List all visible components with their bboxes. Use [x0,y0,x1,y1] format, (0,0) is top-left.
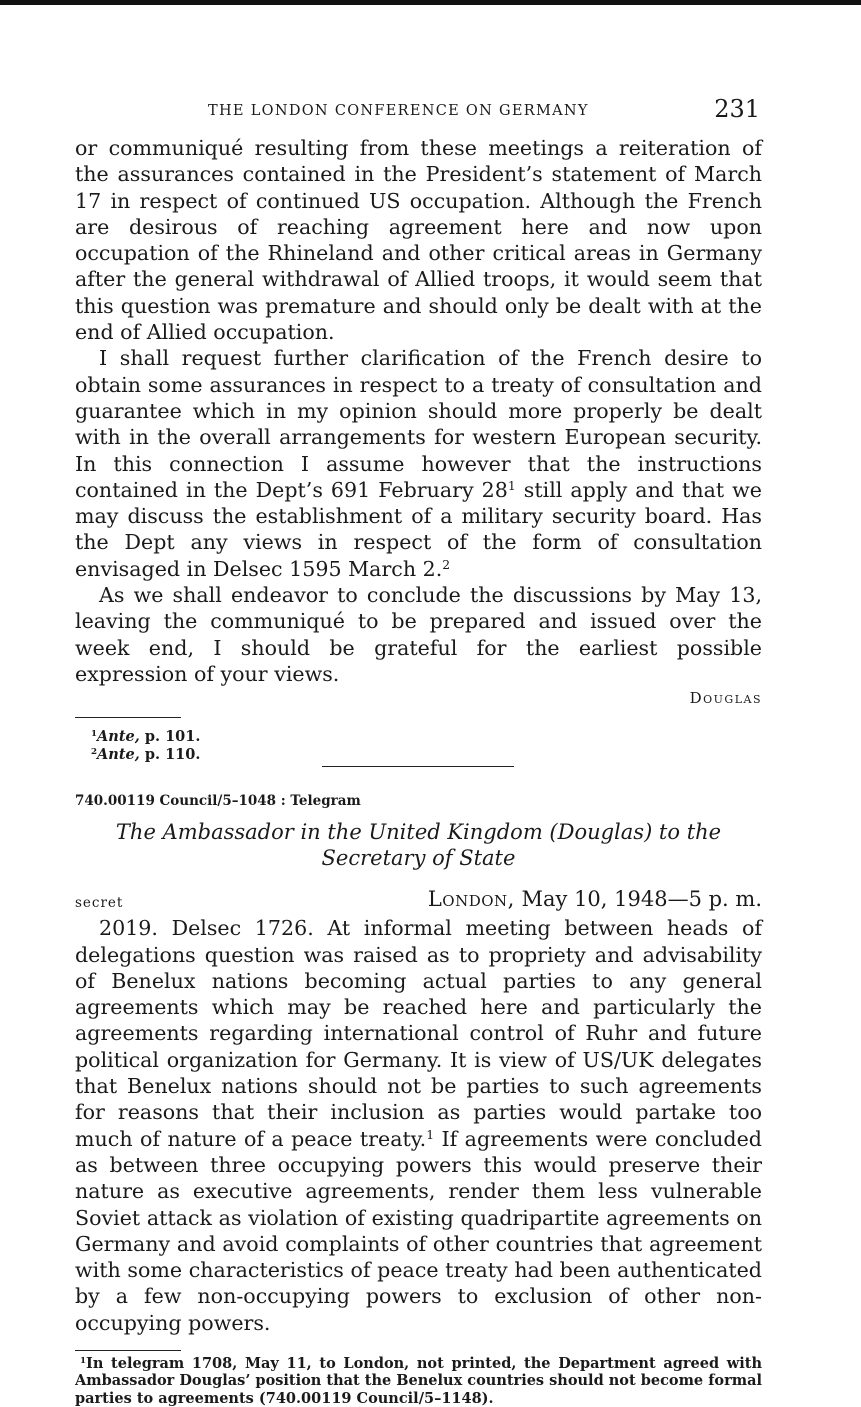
book-page [75,95,762,1407]
page-number: 231 [714,95,760,123]
clarification-text-b: still apply and that we may discuss the establishment of a military security board. Has the Dept any views in respect of the form of consultation envisaged in Delsec 1595 March 2. [75,477,762,581]
place-date [428,887,762,911]
classification-label: secret [75,895,124,912]
footnote-divider [75,1350,181,1351]
footnote-ref-1[interactable]: 1 [507,479,516,494]
telegram-body [75,915,762,1336]
footnote-italic: Ante, [97,728,140,746]
footnote-italic: Ante, [97,746,140,764]
footnote-ref-2[interactable]: 2 [442,557,451,572]
footnote-marker: 2 [91,747,98,758]
date: May 10, 1948—5 p. m. [514,887,762,912]
telegram-text-b: If agreements were concluded as between three occupying powers this would preserve their nature as executive agreements, render them less vulnerable Soviet attack as violation of existing quadripartite agreements on Germany and avoid complaints of other countries that agreement with some characteristics of peace treaty had been authenticated by a few non-occupying powers to exclusion of other non-occupying powers. [75,1126,762,1335]
running-head-title: THE LONDON CONFERENCE ON GERMANY [208,103,589,119]
footnote-marker: 1 [80,1356,87,1367]
footnote-ref-1[interactable]: 1 [426,1127,435,1142]
footnote-text: p. 110. [139,746,201,764]
footnote-divider [75,717,181,718]
signature: Douglas [689,689,762,708]
page-top-edge [0,0,861,5]
continuation-paragraph: or communiqué resulting from these meetings a reiteration of the assurances contained in the President’s statement of March 17 in respect of continued US occupation. Although the French are desirous of reaching agreement here and now upon occupation of the Rhineland and other critical areas in Germany after the general withdrawal of Allied troops, it would seem that this question was premature and should only be dealt with at the end of Allied occupation. [75,136,762,345]
file-reference: 740.00119 Council/5–1048 : Telegram [75,793,361,810]
footnote-text: In telegram 1708, May 11, to London, not printed, the Department agreed with Ambassador Douglas’ position that the Benelux countries should not become formal parties to agreements (740.00119 Council/5–1148). [75,1354,762,1407]
footnote-1 [75,728,762,746]
place: London, [427,887,515,912]
clarification-paragraph [75,345,762,582]
footnote-text: p. 101. [139,728,201,746]
footnote-2 [75,746,762,764]
closing-paragraph: As we shall endeavor to conclude the discussions by May 13, leaving the communiqué to be prepared and issued over the week end, I should be grateful for the earliest possible expression of your views. [75,583,762,686]
clarification-text-a: I shall request further clarification of the French desire to obtain some assurances in respect to a treaty of consultation and guarantee which in my opinion should more properly be dealt with in the overall arrangements for western European security. In this connection I assume however that the instructions contained in the Dept’s 691 February 28 [75,346,762,502]
running-head [75,95,762,135]
telegram-footnote [75,1355,762,1407]
dateline [75,885,762,915]
document-title: The Ambassador in the United Kingdom (Douglas) to the Secretary of State [115,820,722,871]
footnote-marker: 1 [91,729,98,740]
telegram-text-a: 2019. Delsec 1726. At informal meeting between heads of delegations question was raised as to propriety and advisability of Benelux nations becoming actual parties to any general agreements which may be reached here and particularly the agreements regarding international control of Ruhr and future political organization for Germany. It is view of US/UK delegates that Benelux nations should not be parties to such agreements for reasons that their inclusion as parties would partake too much of nature of a peace treaty. [75,916,762,1151]
document-separator [322,766,514,767]
